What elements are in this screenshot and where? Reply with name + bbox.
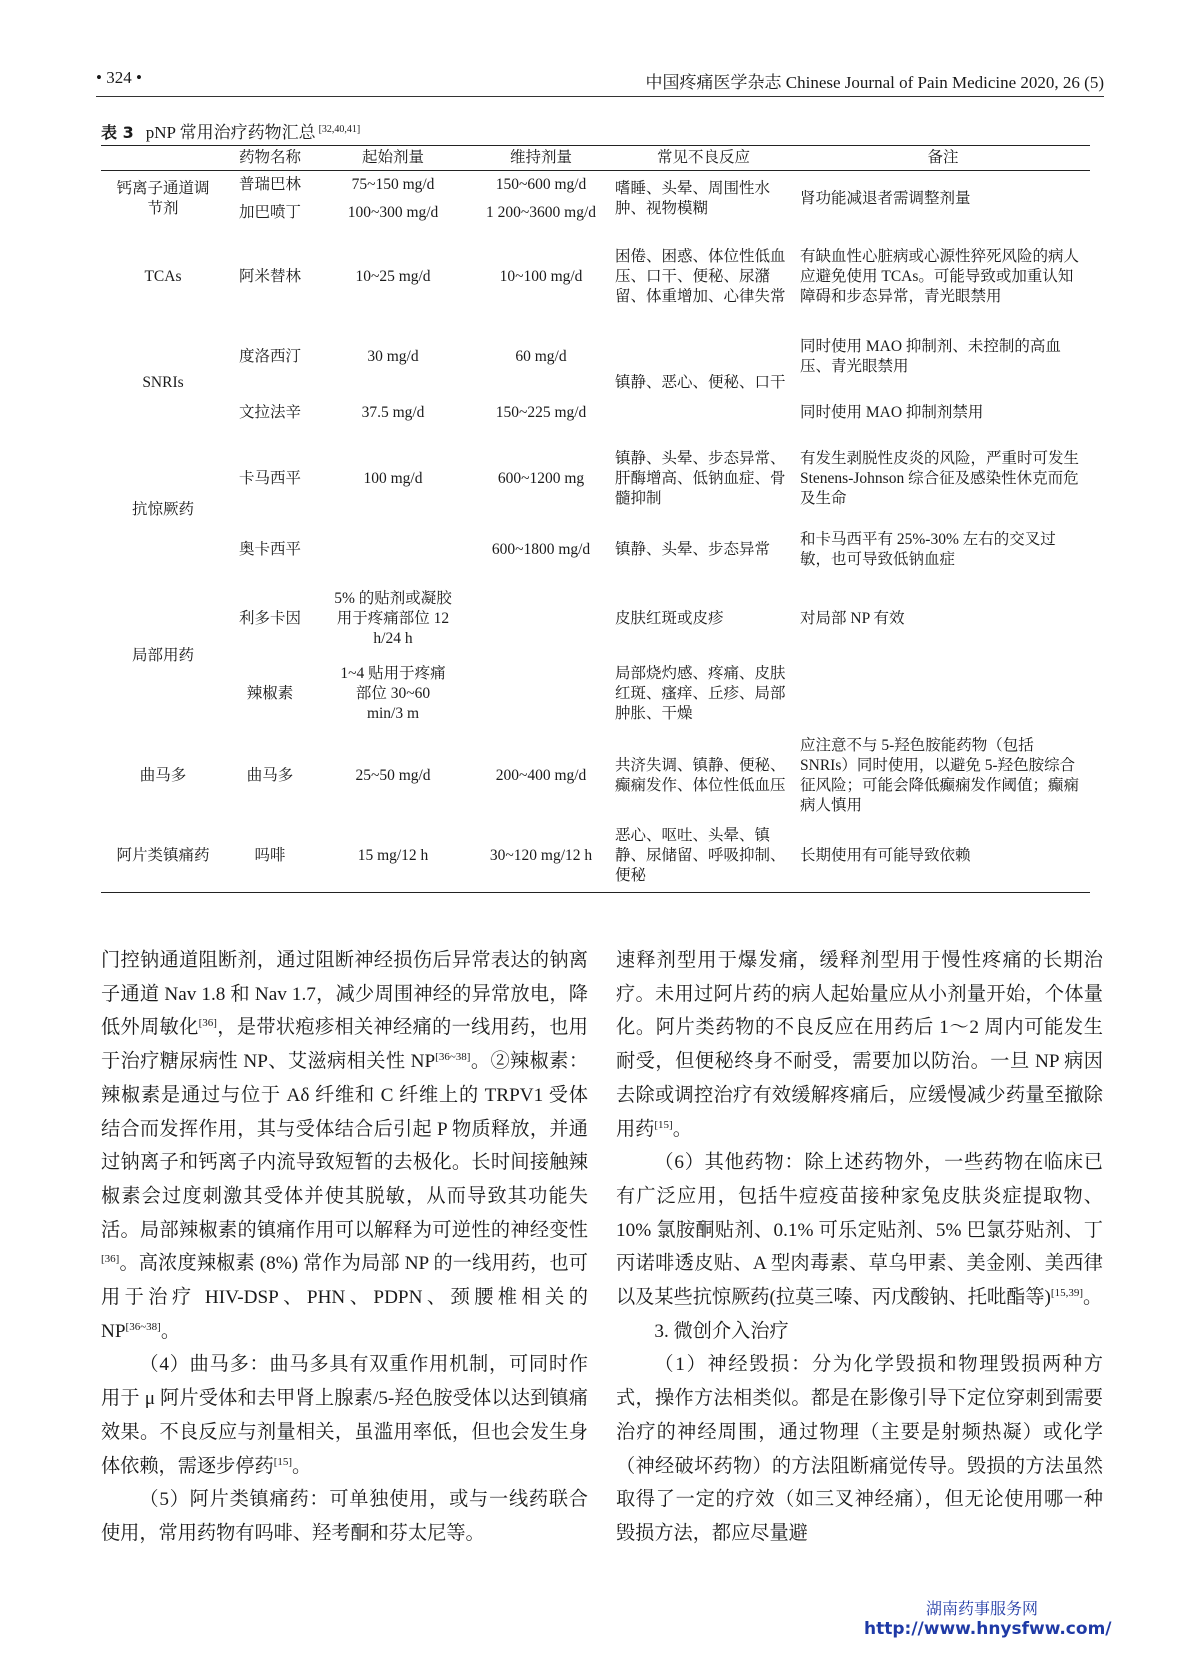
paragraph-text: （4）曲马多：曲马多具有双重作用机制，可同时作用于 μ 阿片受体和去甲肾上腺素/5-羟色胺受体以达到镇痛效果。不良反应与剂量相关，虽滥用率低，但也会发生身体依赖，需逐步停药 — [101, 1354, 588, 1477]
drug-class: 曲马多 — [139, 766, 187, 784]
header-rule — [96, 96, 1104, 97]
maintenance-dose: 150~225 mg/d — [495, 403, 587, 421]
table-row — [101, 657, 1090, 731]
paragraph — [616, 1146, 1103, 1315]
remarks: 和卡马西平有 25%-30% 左右的交叉过敏，也可导致低钠血症 — [800, 530, 1056, 568]
drug-name: 文拉法辛 — [238, 403, 301, 421]
drug-name: 辣椒素 — [246, 684, 294, 702]
drug-class: TCAs — [144, 267, 182, 285]
maintenance-dose: 150~600 mg/d — [495, 175, 587, 193]
paragraph — [616, 1348, 1103, 1550]
column-header: 备注 — [796, 146, 1090, 171]
paragraph-text: （1）神经毁损：分为化学毁损和物理毁损两种方式，操作方法相类似。都是在影像引导下定位穿刺到需要治疗的神经周围，通过物理（主要是射频热凝）或化学（神经破坏药物）的方法阻断痛觉传导。毁损的方法虽然取得了一定的疗效（如三叉神经痛），但无论使用哪一种毁损方法，都应尽量避 — [616, 1354, 1103, 1544]
adverse-reactions: 镇静、恶心、便秘、口干 — [615, 373, 786, 391]
adverse-reactions: 共济失调、镇静、便秘、癫痫发作、体位性低血压 — [615, 756, 786, 794]
table-row — [101, 439, 1090, 519]
drug-class: 阿片类镇痛药 — [101, 821, 225, 893]
drug-class: SNRIs — [142, 373, 184, 391]
table-refs: [32,40,41] — [318, 124, 361, 135]
maintenance-dose: 10~100 mg/d — [499, 267, 583, 285]
table-row — [101, 171, 1090, 199]
remarks: 有缺血性心脏病或心源性猝死风险的病人应避免使用 TCAs。可能导致或加重认知障碍和步态异常，青光眼禁用 — [800, 247, 1080, 305]
watermark-url[interactable]: http://www.hnysfww.com/ — [864, 1619, 1112, 1639]
table-row — [101, 731, 1090, 821]
table-row — [101, 327, 1090, 387]
start-dose: 100~300 mg/d — [347, 203, 439, 221]
body-column-right — [616, 944, 1103, 1551]
running-header — [96, 68, 1104, 96]
maintenance-dose: 60 mg/d — [515, 347, 567, 365]
start-dose: 37.5 mg/d — [361, 403, 425, 421]
column-header: 维持剂量 — [471, 146, 611, 171]
drug-table — [101, 145, 1090, 893]
start-dose: 25~50 mg/d — [355, 766, 431, 784]
paragraph-text: 门控钠通道阻断剂，通过阻断神经损伤后异常表达的钠离子通道 Nav 1.8 和 Nav 1.7，减少周围神经的异常放电，降低外周敏化 — [101, 950, 588, 1039]
maintenance-dose — [471, 657, 611, 731]
remarks: 肾功能减退者需调整剂量 — [800, 189, 971, 207]
journal-title: 中国疼痛医学杂志 Chinese Journal of Pain Medicine 2020, 26 (5) — [645, 73, 1104, 92]
table-label: 表 3 — [101, 123, 134, 142]
paragraph — [616, 944, 1103, 1146]
start-dose: 100 mg/d — [363, 469, 423, 487]
start-dose: 1~4 贴用于疼痛部位 30~60 min/3 m — [340, 664, 446, 722]
column-header: 起始剂量 — [315, 146, 471, 171]
table-row — [101, 227, 1090, 327]
section-heading: 3. 微创介入治疗 — [654, 1320, 789, 1342]
maintenance-dose: 200~400 mg/d — [495, 766, 587, 784]
start-dose: 30 mg/d — [367, 347, 419, 365]
drug-class: 局部用药 — [131, 646, 194, 664]
maintenance-dose: 30~120 mg/12 h — [471, 821, 611, 893]
remarks: 对局部 NP 有效 — [800, 609, 905, 627]
paragraph — [101, 1348, 588, 1483]
remarks: 应注意不与 5-羟色胺能药物（包括 SNRIs）同时使用，以避免 5-羟色胺综合征风险；可能会降低癫痫发作阈值；癫痫病人慎用 — [800, 736, 1080, 814]
citation: [36] — [198, 1017, 217, 1030]
citation: [15] — [654, 1118, 673, 1131]
drug-name: 利多卡因 — [238, 609, 301, 627]
table-row — [101, 387, 1090, 439]
table-caption — [101, 118, 360, 143]
remarks: 同时使用 MAO 抑制剂禁用 — [800, 403, 984, 421]
paragraph-text: 。 — [160, 1320, 180, 1342]
drug-name: 吗啡 — [225, 821, 315, 893]
start-dose: 5% 的贴剂或凝胶用于疼痛部位 12 h/24 h — [334, 589, 452, 647]
adverse-reactions: 嗜睡、头晕、周围性水肿、视物模糊 — [615, 179, 771, 217]
drug-name: 奥卡西平 — [238, 540, 301, 558]
citation: [15] — [273, 1455, 293, 1468]
citation: [36~38] — [125, 1320, 161, 1333]
paragraph — [101, 1483, 588, 1550]
drug-name: 加巴喷丁 — [238, 203, 301, 221]
start-dose: 10~25 mg/d — [355, 267, 431, 285]
start-dose — [315, 519, 471, 581]
maintenance-dose: 600~1800 mg/d — [491, 540, 591, 558]
citation: [15,39] — [1050, 1287, 1083, 1300]
adverse-reactions: 皮肤红斑或皮疹 — [615, 609, 724, 627]
page-number: • 324 • — [96, 68, 142, 87]
watermark — [864, 1596, 1112, 1639]
paragraph-text: 。②辣椒素：辣椒素是通过与位于 Aδ 纤维和 C 纤维上的 TRPV1 受体结合而发挥作用，其与受体结合后引起 P 物质释放，并通过钠离子和钙离子内流导致短暂的去极化。长时间接触辣椒素会过度刺激其受体并使其脱敏，从而导致其功能失活。局部辣椒素的镇痛作用可以解释为可逆性的神经变性 — [101, 1051, 589, 1241]
paragraph-text: 速释剂型用于爆发痛，缓释剂型用于慢性疼痛的长期治疗。未用过阿片药的病人起始量应从小剂量开始，个体量化。阿片类药物的不良反应在用药后 1～2 周内可能发生耐受，但便秘终身不耐受，需要加以防治。一旦 NP 病因去除或调控治疗有效缓解疼痛后，应缓慢减少药量至撤除用药 — [616, 950, 1103, 1140]
table-row — [101, 519, 1090, 581]
paragraph-text: 。高浓度辣椒素 (8%) 常作为局部 NP 的一线用药，也可用于治疗 HIV-DSP、PHN、PDPN、颈腰椎相关的 NP — [101, 1253, 588, 1342]
drug-class: 抗惊厥药 — [131, 500, 194, 518]
adverse-reactions: 镇静、头晕、步态异常 — [615, 540, 771, 558]
maintenance-dose — [471, 581, 611, 657]
drug-name: 普瑞巴林 — [238, 175, 301, 193]
start-dose: 75~150 mg/d — [351, 175, 435, 193]
citation: [36] — [101, 1253, 120, 1266]
table-header-row — [101, 146, 1090, 171]
paragraph-text: （6）其他药物：除上述药物外，一些药物在临床已有广泛应用，包括牛痘疫苗接种家兔皮肤炎症提取物、10% 氯胺酮贴剂、0.1% 可乐定贴剂、5% 巴氯芬贴剂、丁丙诺啡透皮贴、A 型肉毒素、草乌甲素、美金刚、美西律以及某些抗惊厥药(拉莫三嗪、丙戊酸钠、托吡酯等) — [616, 1152, 1103, 1309]
remarks: 有发生剥脱性皮炎的风险，严重时可发生 Stenens-Johnson 综合征及感染性休克而危及生命 — [800, 449, 1080, 507]
drug-name: 阿米替林 — [238, 267, 301, 285]
adverse-reactions: 困倦、困惑、体位性低血压、口干、便秘、尿潴留、体重增加、心律失常 — [615, 247, 786, 305]
paragraph — [101, 944, 588, 1348]
paragraph-text: 。 — [292, 1455, 312, 1477]
start-dose: 15 mg/12 h — [315, 821, 471, 893]
paragraph-text: 。 — [1082, 1287, 1103, 1309]
drug-name: 曲马多 — [246, 766, 294, 784]
table-title: pNP 常用治疗药物汇总 — [145, 123, 316, 142]
adverse-reactions: 局部烧灼感、疼痛、皮肤红斑、瘙痒、丘疹、局部肿胀、干燥 — [615, 664, 786, 722]
remarks: 长期使用有可能导致依赖 — [796, 821, 1090, 893]
remarks: 同时使用 MAO 抑制剂、未控制的高血压、青光眼禁用 — [800, 337, 1061, 375]
drug-name: 度洛西汀 — [238, 347, 301, 365]
paragraph-text: ，是带状疱疹相关神经痛的一线用药，也用于治疗糖尿病性 NP、艾滋病相关性 NP — [101, 1017, 588, 1073]
citation: [36~38] — [435, 1051, 471, 1064]
adverse-reactions: 镇静、头晕、步态异常、肝酶增高、低钠血症、骨髓抑制 — [615, 449, 786, 507]
adverse-reactions: 恶心、呕吐、头晕、镇静、尿储留、呼吸抑制、便秘 — [611, 821, 796, 893]
paragraph-text: （5）阿片类镇痛药：可单独使用，或与一线药联合使用，常用药物有吗啡、羟考酮和芬太尼等。 — [101, 1489, 588, 1544]
table-row — [101, 821, 1090, 893]
body-column-left — [101, 944, 588, 1551]
drug-class: 钙离子通道调节剂 — [116, 179, 210, 217]
table-row — [101, 581, 1090, 657]
column-header: 常见不良反应 — [611, 146, 796, 171]
maintenance-dose: 600~1200 mg — [497, 469, 585, 487]
watermark-name: 湖南药事服务网 — [925, 1599, 1038, 1618]
maintenance-dose: 1 200~3600 mg/d — [486, 203, 596, 221]
remarks — [796, 657, 1090, 731]
column-header — [101, 146, 225, 171]
column-header: 药物名称 — [225, 146, 315, 171]
drug-name: 卡马西平 — [238, 469, 301, 487]
paragraph-text: 。 — [672, 1118, 692, 1140]
